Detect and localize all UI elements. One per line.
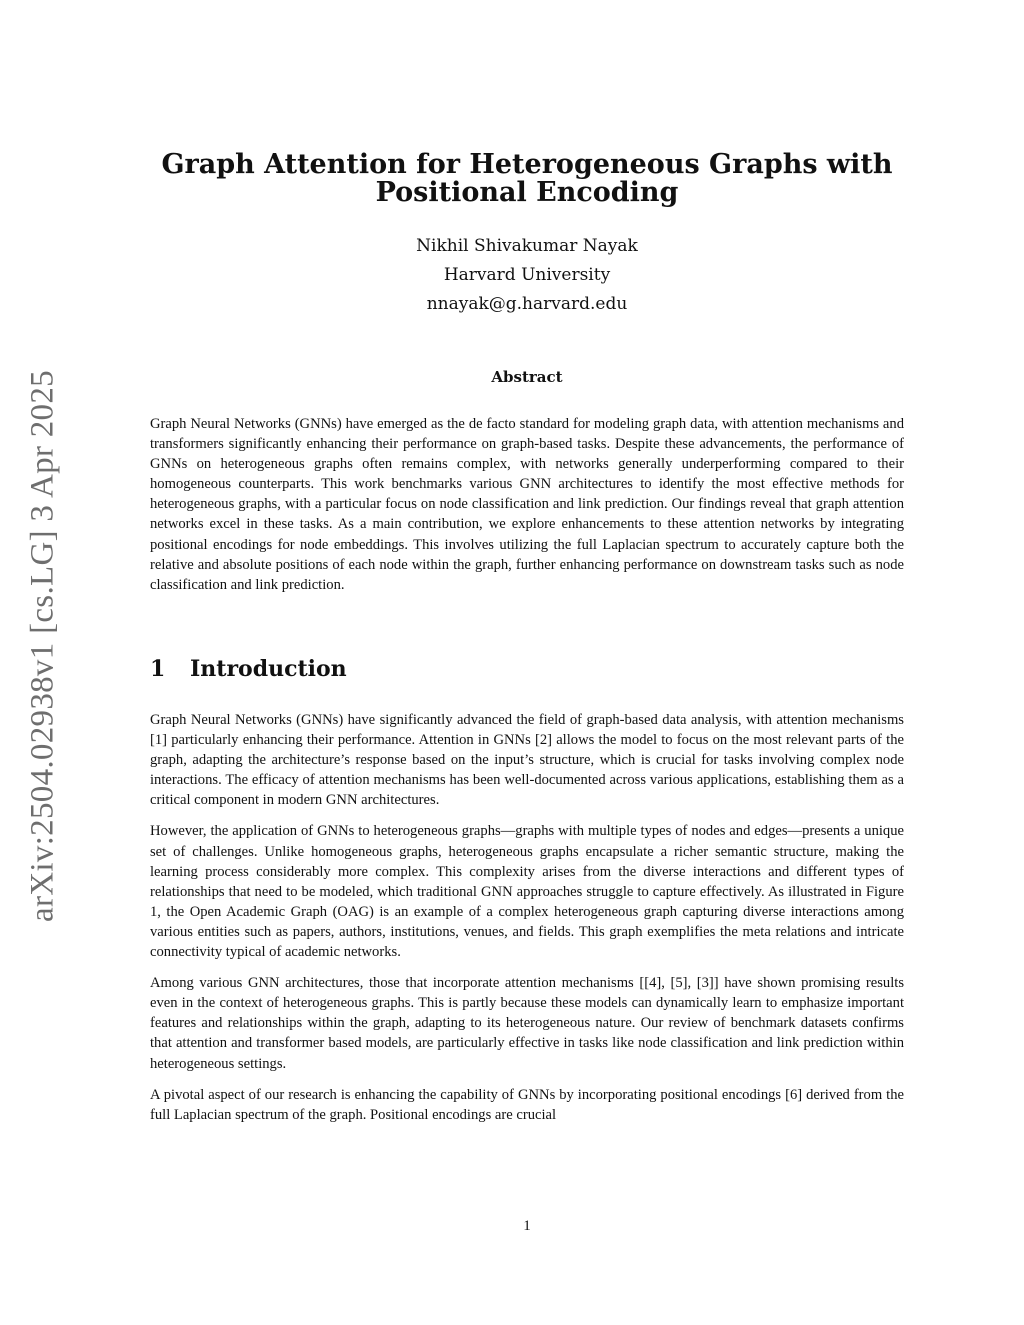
section-heading xyxy=(150,656,347,682)
paragraph: A pivotal aspect of our research is enhancing the capability of GNNs by incorporating positional encodings [6] derived from the full Laplacian spectrum of the graph. Positional encodings are crucial xyxy=(150,1086,904,1123)
title-line-1: Graph Attention for Heterogeneous Graphs with xyxy=(161,149,893,180)
paragraph: Among various GNN architectures, those that incorporate attention mechanisms [[4], [5], [3]] have shown promising results even in the context of heterogeneous graphs. This is partly because these models can dynamically learn to emphasize important features and relationships within the graph, adapting to its heterogeneous nature. Our review of benchmark datasets confirms that attention and transformer based models, are particularly effective in tasks like node classification and link prediction within heterogeneous settings. xyxy=(150,975,904,1072)
author-email: nnayak@g.harvard.edu xyxy=(426,294,628,314)
paper-title xyxy=(150,151,904,207)
paragraph: However, the application of GNNs to heterogeneous graphs—graphs with multiple types of nodes and edges—presents a unique set of challenges. Unlike homogeneous graphs, heterogeneous graphs encapsulate a richer semantic structure, making the learning process considerably more complex. This complexity arises from the diverse interactions and different types of relationships that need to be modeled, which traditional GNN approaches struggle to capture effectively. As illustrated in Figure 1, the Open Academic Graph (OAG) is an example of a complex heterogeneous graph capturing diverse interactions among various entities such as papers, authors, institutions, venues, and fields. This graph exemplifies the meta relations and intricate connectivity typical of academic networks. xyxy=(150,823,904,961)
section-number: 1 xyxy=(150,656,166,682)
arxiv-identifier: arXiv:2504.02938v1 [cs.LG] 3 Apr 2025 xyxy=(24,370,61,922)
introduction-body xyxy=(150,710,904,1136)
abstract-heading: Abstract xyxy=(491,368,563,386)
title-line-2: Positional Encoding xyxy=(375,177,679,208)
author-affiliation: Harvard University xyxy=(443,265,611,285)
author-name: Nikhil Shivakumar Nayak xyxy=(416,236,638,256)
author-block xyxy=(150,232,904,319)
section-title: Introduction xyxy=(190,656,347,682)
abstract-text: Graph Neural Networks (GNNs) have emerged as the de facto standard for modeling graph data, with attention mechanisms and transformers significantly enhancing their performance on graph-based tasks. Despite these advancements, the performance of GNNs on heterogeneous graphs often remains complex, with networks generally underperforming compared to their homogeneous counterparts. This work benchmarks various GNN architectures to identify the most effective methods for heterogeneous graphs, with a particular focus on node classification and link prediction. Our findings reveal that graph attention networks excel in these tasks. As a main contribution, we explore enhancements to these attention networks by integrating positional encodings for node embeddings. This involves utilizing the full Laplacian spectrum to accurately capture both the relative and absolute positions of each node within the graph, further enhancing performance on downstream tasks such as node classification and link prediction. xyxy=(150,416,904,593)
paragraph: Graph Neural Networks (GNNs) have significantly advanced the field of graph-based data analysis, with attention mechanisms [1] particularly enhancing their performance. Attention in GNNs [2] allows the model to focus on the most relevant parts of the graph, adapting the architecture’s response based on the input’s structure, which is crucial for tasks involving complex node interactions. The efficacy of attention mechanisms has been well-documented across various applications, establishing them as a critical component in modern GNN architectures. xyxy=(150,712,904,809)
page-number: 1 xyxy=(523,1218,531,1234)
